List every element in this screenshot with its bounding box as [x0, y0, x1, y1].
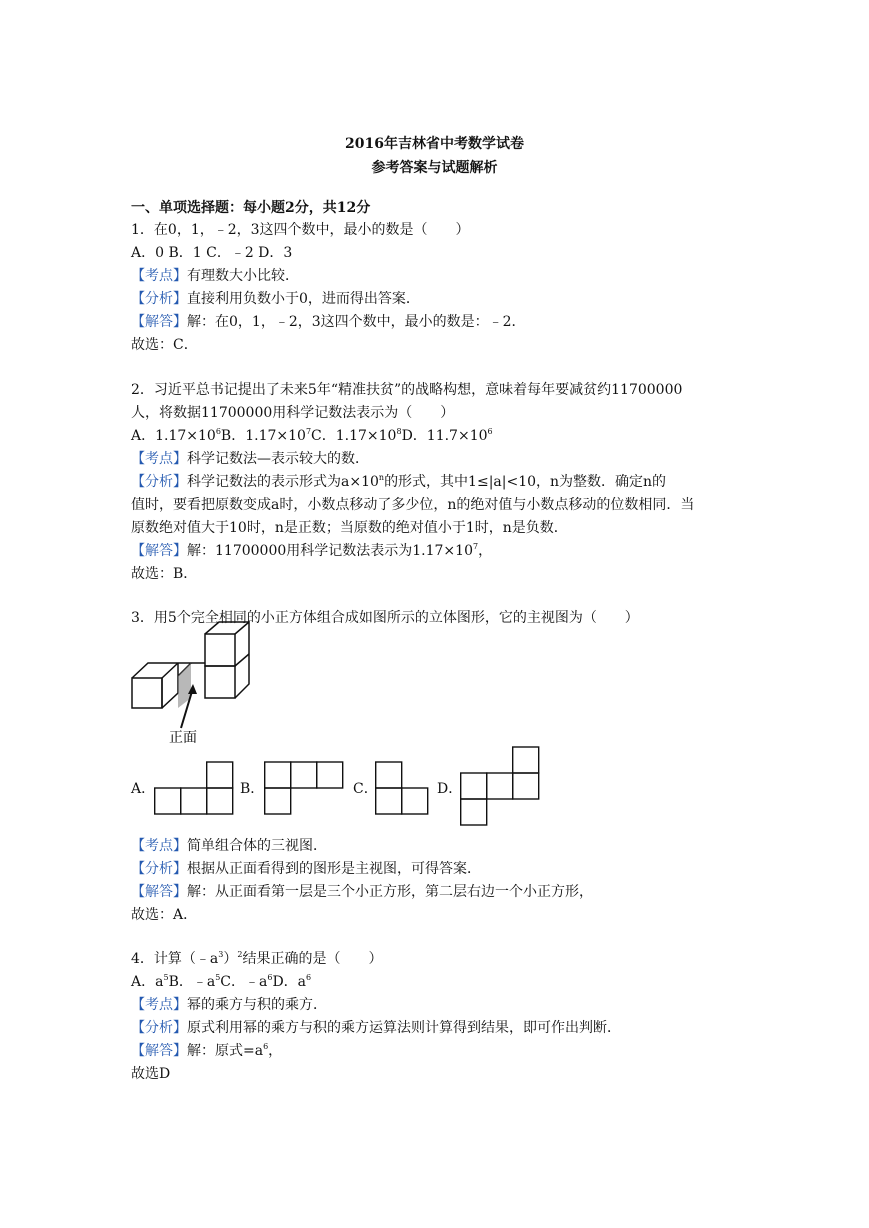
- q4-opt-c: C．﹣a: [220, 974, 268, 990]
- kaodian-tag: 【考点】: [131, 451, 187, 467]
- q4-fenxi-text: 原式利用幂的乘方与积的乘方运算法则计算得到结果，即可作出判断．: [187, 1020, 621, 1036]
- section-heading: 一、单项选择题：每小题2分，共12分: [131, 200, 371, 216]
- q3-opt-b-label: B．: [240, 781, 265, 797]
- q4-jieda-text-a: 解：原式=a: [187, 1043, 264, 1059]
- q3-fenxi-text: 根据从正面看得到的图形是主视图，可得答案．: [187, 861, 481, 877]
- q3-option-c-figure: [375, 761, 431, 816]
- q2-fenxi-line1: [131, 472, 666, 492]
- q1-kaodian: [131, 266, 299, 286]
- page-subtitle: 参考答案与试题解析: [371, 160, 498, 176]
- q2-opt-a: A．1.17×10: [131, 428, 216, 444]
- q2-fenxi-exp: n: [378, 473, 385, 482]
- page-title: 2016年吉林省中考数学试卷: [345, 136, 524, 152]
- q3-jieda: [131, 882, 593, 902]
- q1-kaodian-text: 有理数大小比较．: [187, 268, 299, 284]
- fenxi-tag: 【分析】: [131, 861, 187, 877]
- q3-opt-c-label: C．: [353, 781, 378, 797]
- q1-jieda-text: 解：在0，1，﹣2，3这四个数中，最小的数是：﹣2．: [187, 314, 526, 330]
- q4-opt-d: D．a: [272, 974, 307, 990]
- q2-kaodian: [131, 449, 369, 469]
- q1-fenxi: [131, 289, 420, 309]
- jieda-tag: 【解答】: [131, 543, 187, 559]
- q2-fenxi-text-a: 科学记数法的表示形式为a×10: [187, 474, 379, 490]
- fenxi-tag: 【分析】: [131, 1020, 187, 1036]
- fenxi-tag: 【分析】: [131, 291, 187, 307]
- q4-stem-exp2: 2: [237, 950, 243, 959]
- q3-fenxi: [131, 859, 481, 879]
- q2-jieda: [131, 541, 492, 561]
- kaodian-tag: 【考点】: [131, 268, 187, 284]
- kaodian-tag: 【考点】: [131, 838, 187, 854]
- q4-stem-c: 结果正确的是（ ）: [242, 951, 383, 967]
- kaodian-tag: 【考点】: [131, 997, 187, 1013]
- q3-option-b-figure: [264, 761, 344, 816]
- jieda-tag: 【解答】: [131, 1043, 187, 1059]
- q4-opt-b-exp: 5: [215, 973, 221, 982]
- q4-opt-c-exp: 6: [267, 973, 273, 982]
- q2-fenxi-line3: 原数绝对值大于10时，n是正数；当原数的绝对值小于1时，n是负数．: [131, 520, 568, 536]
- q2-stem-line1: 2．习近平总书记提出了未来5年“精准扶贫”的战略构想，意味着每年要减贫约11700000: [131, 382, 683, 398]
- q4-options: [131, 972, 311, 992]
- q2-opt-c-exp: 8: [396, 427, 402, 436]
- q4-stem-a: 4．计算（﹣a: [131, 951, 219, 967]
- q3-kaodian: [131, 836, 327, 856]
- q4-jieda-text-b: ，: [268, 1043, 283, 1059]
- q2-opt-d-exp: 6: [487, 427, 493, 436]
- q3-opt-a-label: A．: [131, 781, 156, 797]
- front-label: 正面: [169, 729, 197, 745]
- q4-stem: [131, 949, 382, 969]
- q3-jieda-text: 解：从正面看第一层是三个小正方形，第二层右边一个小正方形，: [187, 884, 593, 900]
- q2-kaodian-text: 科学记数法—表示较大的数．: [187, 451, 369, 467]
- q2-choice: 故选：B．: [131, 566, 198, 582]
- q4-opt-a-exp: 5: [163, 973, 169, 982]
- jieda-tag: 【解答】: [131, 884, 187, 900]
- q4-opt-d-exp: 6: [306, 973, 312, 982]
- q4-jieda-exp: 6: [263, 1042, 269, 1051]
- q4-stem-b: ）: [223, 951, 238, 967]
- q2-stem-line2: 人，将数据11700000用科学记数法表示为（ ）: [131, 405, 455, 421]
- q1-choice: 故选：C．: [131, 337, 198, 353]
- q2-opt-b-exp: 7: [305, 427, 312, 436]
- q4-kaodian-text: 幂的乘方与积的乘方．: [187, 997, 327, 1013]
- fenxi-tag: 【分析】: [131, 474, 187, 490]
- q3-choice: 故选：A．: [131, 907, 198, 923]
- q4-opt-b: B．﹣a: [168, 974, 216, 990]
- q1-options: A．0 B．1 C．﹣2 D．3: [131, 245, 293, 261]
- q3-opt-d-label: D．: [437, 781, 463, 797]
- q1-jieda: [131, 312, 526, 332]
- q2-jieda-text-b: ，: [478, 543, 493, 559]
- q4-choice: 故选D: [131, 1066, 171, 1082]
- q2-fenxi-text-b: 的形式，其中1≤|a|<10，n为整数．确定n的: [384, 474, 667, 490]
- q2-fenxi-line2: 值时，要看把原数变成a时，小数点移动了多少位，n的绝对值与小数点移动的位数相同．当: [131, 497, 695, 513]
- q2-options: [131, 426, 493, 446]
- q2-opt-d: D．11.7×10: [401, 428, 488, 444]
- q3-solid-figure: [131, 632, 251, 747]
- q4-fenxi: [131, 1018, 621, 1038]
- q2-opt-c: C．1.17×10: [311, 428, 397, 444]
- jieda-tag: 【解答】: [131, 314, 187, 330]
- q1-stem: 1．在0，1，﹣2，3这四个数中，最小的数是（ ）: [131, 222, 470, 238]
- q1-fenxi-text: 直接利用负数小于0，进而得出答案．: [187, 291, 420, 307]
- q4-kaodian: [131, 995, 327, 1015]
- q4-stem-exp1: 3: [218, 950, 224, 959]
- q2-opt-a-exp: 6: [215, 427, 221, 436]
- q2-jieda-text-a: 解：11700000用科学记数法表示为1.17×10: [187, 543, 473, 559]
- q2-jieda-exp: 7: [472, 542, 479, 551]
- q3-stem: 3．用5个完全相同的小正方体组合成如图所示的立体图形，它的主视图为（ ）: [131, 610, 639, 626]
- q2-opt-b: B．1.17×10: [220, 428, 306, 444]
- q3-option-d-figure: [460, 746, 542, 828]
- q3-option-a-figure: [154, 761, 234, 816]
- q4-opt-a: A．a: [131, 974, 164, 990]
- q3-kaodian-text: 简单组合体的三视图．: [187, 838, 327, 854]
- q4-jieda: [131, 1041, 282, 1061]
